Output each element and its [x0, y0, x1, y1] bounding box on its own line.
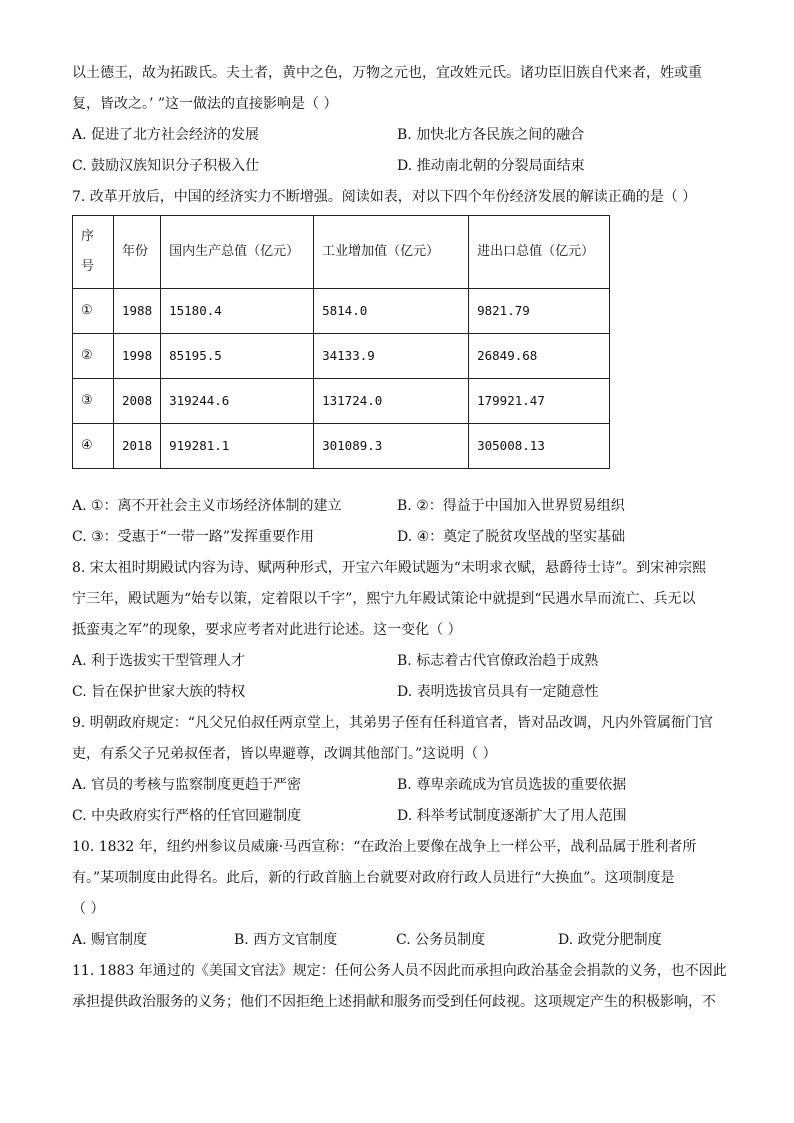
- q10-option-b[interactable]: B. 西方文官制度: [234, 932, 338, 948]
- q9-option-d[interactable]: D. 科举考试制度逐渐扩大了用人范围: [397, 808, 627, 824]
- q11-stem-line-2: 承担提供政治服务的义务；他们不因拒绝上述捐献和服务而受到任何歧视。这项规定产生的积极影响，不: [72, 994, 716, 1010]
- q9-stem-line-2: 吏，有系父子兄弟叔侄者，皆以卑避尊，改调其他部门。”这说明（ ）: [72, 746, 497, 762]
- table-row: [73, 334, 610, 379]
- q7-options-row-2: [72, 522, 722, 553]
- q8-option-c[interactable]: C. 旨在保护世家大族的特权: [72, 684, 246, 700]
- q9-option-c[interactable]: C. 中央政府实行严格的任官回避制度: [72, 808, 302, 824]
- cell-year: 1998: [114, 334, 161, 379]
- cell-gdp: 919281.1: [161, 424, 314, 469]
- q10-stem-line-1: 10. 1832 年，纽约州参议员威廉·马西宣称：“在政治上要像在战争上一样公平，战利品属于胜利者所: [72, 839, 697, 855]
- table-row: [73, 424, 610, 469]
- cell-trade: 305008.13: [469, 424, 610, 469]
- q10-stem-line-2: 有。”某项制度由此得名。此后，新的行政首脑上台就要对政府行政人员进行“大换血”。这项制度是: [72, 870, 675, 886]
- q6-option-c[interactable]: C. 鼓励汉族知识分子积极入仕: [72, 158, 260, 174]
- q6-option-a[interactable]: A. 促进了北方社会经济的发展: [72, 127, 260, 143]
- q6-options-row-1: [72, 120, 722, 151]
- q9-options-row-2: [72, 801, 722, 832]
- cell-trade: 9821.79: [469, 289, 610, 334]
- q6-option-b[interactable]: B. 加快北方各民族之间的融合: [397, 127, 585, 143]
- q7-stem: 7. 改革开放后，中国的经济实力不断增强。阅读如表，对以下四个年份经济发展的解读正确的是（ ）: [72, 189, 697, 205]
- q7-option-c[interactable]: C. ③：受惠于“一带一路”发挥重要作用: [72, 529, 314, 545]
- q8-stem-line-2: 宁三年，殿试题为“始专以策，定着限以千字”，熙宁九年殿试策论中就提到“民遇水旱而流亡、兵无以: [72, 591, 696, 607]
- q8-option-a[interactable]: A. 利于选拔实干型管理人才: [72, 653, 246, 669]
- q10-option-c[interactable]: C. 公务员制度: [396, 932, 486, 948]
- q9-options-row-1: [72, 770, 722, 801]
- cell-industry: 5814.0: [314, 289, 469, 334]
- q6-stem-line-1: 以土德王，故为拓跋氏。夫土者，黄中之色，万物之元也，宜改姓元氏。诸功臣旧族自代来者，姓或重: [72, 65, 702, 81]
- q6-options-row-2: [72, 151, 722, 182]
- table-header-row: [73, 216, 610, 289]
- q7-economic-table: [72, 215, 610, 469]
- cell-trade: 26849.68: [469, 334, 610, 379]
- q9-option-b[interactable]: B. 尊卑亲疏成为官员选拔的重要依据: [397, 777, 627, 793]
- q9-option-a[interactable]: A. 官员的考核与监察制度更趋于严密: [72, 777, 302, 793]
- header-industry: 工业增加值（亿元）: [314, 216, 469, 289]
- exam-page: [72, 58, 727, 1018]
- cell-year: 1988: [114, 289, 161, 334]
- q6-option-d[interactable]: D. 推动南北朝的分裂局面结束: [397, 158, 585, 174]
- header-gdp: 国内生产总值（亿元）: [161, 216, 314, 289]
- q11-stem-line-1: 11. 1883 年通过的《美国文官法》规定：任何公务人员不因此而承担向政治基金会捐款的义务，也不因此: [72, 963, 727, 979]
- cell-serial: ④: [73, 424, 114, 469]
- q9-stem-line-1: 9. 明朝政府规定：“凡父兄伯叔任两京堂上，其弟男子侄有任科道官者，皆对品改调，凡内外管属衙门官: [72, 715, 713, 731]
- table-spacer: [72, 469, 722, 491]
- cell-trade: 179921.47: [469, 379, 610, 424]
- cell-year: 2018: [114, 424, 161, 469]
- q10-option-a[interactable]: A. 赐官制度: [72, 932, 148, 948]
- q7-option-b[interactable]: B. ②：得益于中国加入世界贸易组织: [397, 498, 625, 514]
- header-trade: 进出口总值（亿元）: [469, 216, 610, 289]
- q10-option-d[interactable]: D. 政党分肥制度: [558, 932, 662, 948]
- table-row: [73, 379, 610, 424]
- cell-gdp: 15180.4: [161, 289, 314, 334]
- cell-year: 2008: [114, 379, 161, 424]
- cell-serial: ②: [73, 334, 114, 379]
- cell-gdp: 85195.5: [161, 334, 314, 379]
- cell-serial: ①: [73, 289, 114, 334]
- q8-stem-line-1: 8. 宋太祖时期殿试内容为诗、赋两种形式，开宝六年殿试题为“未明求衣赋，悬爵待士诗”。到宋神宗熙: [72, 560, 707, 576]
- q7-option-a[interactable]: A. ①：离不开社会主义市场经济体制的建立: [72, 498, 342, 514]
- q7-options-row-1: [72, 491, 722, 522]
- header-serial: 序号: [73, 216, 114, 289]
- cell-industry: 131724.0: [314, 379, 469, 424]
- q8-options-row-2: [72, 677, 722, 708]
- header-year: 年份: [114, 216, 161, 289]
- q6-stem-line-2: 复，皆改之。’ ”这一做法的直接影响是（ ）: [72, 96, 338, 112]
- cell-serial: ③: [73, 379, 114, 424]
- table-row: [73, 289, 610, 334]
- q8-options-row-1: [72, 646, 722, 677]
- cell-industry: 34133.9: [314, 334, 469, 379]
- q8-option-d[interactable]: D. 表明选拔官员具有一定随意性: [397, 684, 599, 700]
- q8-stem-line-3: 抵蛮夷之军”的现象，要求应考者对此进行论述。这一变化（ ）: [72, 622, 462, 638]
- q8-option-b[interactable]: B. 标志着古代官僚政治趋于成熟: [397, 653, 599, 669]
- q10-stem-line-3: （ ）: [72, 901, 105, 917]
- cell-industry: 301089.3: [314, 424, 469, 469]
- cell-gdp: 319244.6: [161, 379, 314, 424]
- q7-option-d[interactable]: D. ④：奠定了脱贫攻坚战的坚实基础: [397, 529, 626, 545]
- q10-options-row: [72, 925, 722, 956]
